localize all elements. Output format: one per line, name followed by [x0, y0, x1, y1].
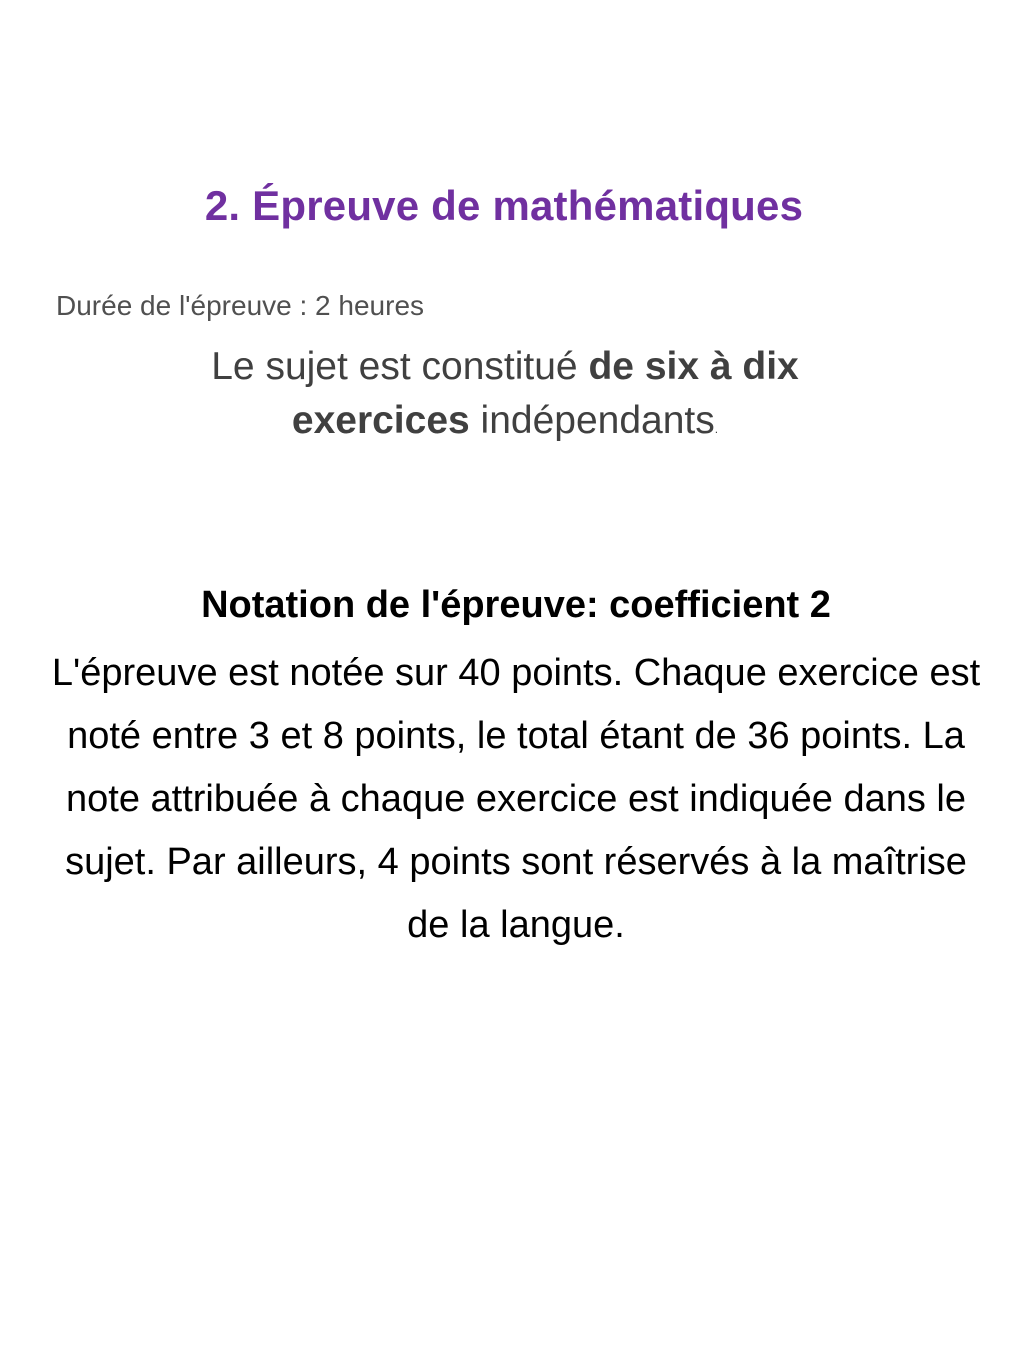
notation-heading: Notation de l'épreuve: coefficient 2 — [201, 584, 831, 626]
intro-text-part1: Le sujet est constitué — [211, 345, 589, 388]
slide-title: 2. Épreuve de mathématiques — [204, 182, 804, 229]
exam-duration: Durée de l'épreuve : 2 heures — [56, 290, 425, 321]
intro-period: . — [714, 422, 719, 436]
intro-text-bold: de six à dix exercices — [291, 345, 799, 442]
exam-structure-text — [120, 340, 890, 456]
notation-body: L'épreuve est notée sur 40 points. Chaque exercice est noté entre 3 et 8 points, le total étant de 36 points. La note attribuée à chaque exercice est indiquée dans le sujet. Par ailleurs, 4 points sont réservés à la maîtrise de la langue. — [51, 652, 981, 946]
intro-text-part2: indépendants — [469, 399, 715, 442]
